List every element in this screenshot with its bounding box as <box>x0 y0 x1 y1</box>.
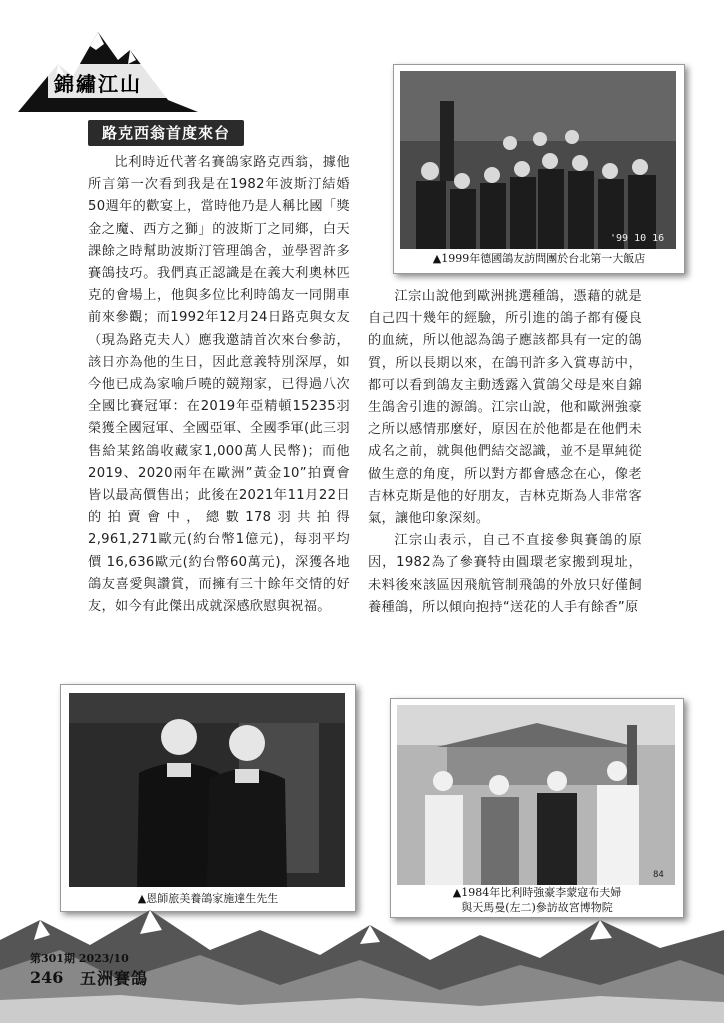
photo-date-stamp: '99 10 16 <box>610 233 665 244</box>
article-title: 路克西翁首度來台 <box>88 120 244 146</box>
mentor-photo-image <box>69 693 345 887</box>
photo-caption-1: ▲1999年德國鴿友訪問團於台北第一大飯店 <box>432 252 646 265</box>
group-photo-image <box>400 71 676 249</box>
mentor-photo <box>60 684 356 912</box>
photo-caption-3-line2: 與天馬曼(左二)參訪故宮博物院 <box>461 901 613 914</box>
left-paragraph-1: 比利時近代著名賽鴿家路克西翁，據他所言第一次看到我是在1982年波斯汀結婚50週年的歡宴上，當時他乃是人稱比國「獎金之魔、西方之獅」的波斯丁之同鄉，白天課餘之時幫助波斯汀管理鴿舍，並學習許多賽鴿技巧。我們真正認識是在義大利奧林匹克的會場上，他與多位比利時鴿友一同開車前來參觀；而1992年12月24日路克與女友（現為路克夫人）應我邀請首次來台參訪，該日亦為他的生日，因此意義特別深厚，如今他已成為家喻戶曉的競翔家，已得過八次全國比賽冠軍：在2019年亞精頓15235羽榮獲全國冠軍、全國亞軍、全國季軍(此三羽售給某銘鴿收藏家1,000萬人民幣)；而他2019、2020兩年在歐洲”黃金10”拍賣會皆以最高價售出；此後在2021年11月22日的拍賣會中，總數178羽共拍得 2,961,271歐元(約台幣1億元)，每羽平均價 16,636歐元(約台幣60萬元)，深獲各地鴿友喜愛與讚賞，而擁有三十餘年交情的好友，如今有此傑出成就深感欣慰與祝福。 <box>88 155 350 615</box>
section-logo-text: 錦繡江山 <box>54 72 142 96</box>
museum-photo-image <box>397 705 675 885</box>
group-photo-illustration <box>400 71 676 249</box>
group-photo-1999 <box>393 64 685 274</box>
mentor-photo-illustration <box>69 693 345 887</box>
right-column <box>368 286 642 619</box>
page-number: 246 <box>30 968 64 987</box>
photo-stamp: 84 <box>653 870 664 880</box>
issue-info: 第301期 2023/10 <box>30 952 129 965</box>
right-paragraph-1: 江宗山說他到歐洲挑選種鴿，憑藉的就是自己四十幾年的經驗，所引進的鴿子都有優良的血統，所以他認為鴿子應該都具有一定的鴿質，所以長期以來，在鴿刊許多入賞專訪中，都可以看到鴿友主動透露入賞鴿父母是來自錦生鴿舍引進的源鴿。江宗山說，他和歐洲強豪之所以感情那麼好，原因在於他都是在他們未成名之前，就與他們結交認識，並不是單純從做生意的角度，所以對方都會感念在心，像老吉林克斯是他的好朋友，吉林克斯為人非常客氣，讓他印象深刻。 <box>368 289 642 527</box>
photo-caption-2: ▲恩師旅美養鴿家施達生先生 <box>137 892 279 905</box>
right-paragraph-2: 江宗山表示，自己不直接參與賽鴿的原因，1982為了參賽特由圓環老家搬到現址，未料後來該區因飛航管制飛鴿的外放只好僅飼養種鴿，所以傾向抱持“送花的人手有餘香”原 <box>368 533 642 615</box>
photo-caption-3-line1: ▲1984年比利時強豪李蒙寇布夫婦 <box>452 886 622 899</box>
museum-photo-1984 <box>390 698 684 918</box>
left-column <box>88 152 350 618</box>
museum-photo-illustration <box>397 705 675 885</box>
magazine-name: 五洲賽鴿 <box>80 969 149 988</box>
